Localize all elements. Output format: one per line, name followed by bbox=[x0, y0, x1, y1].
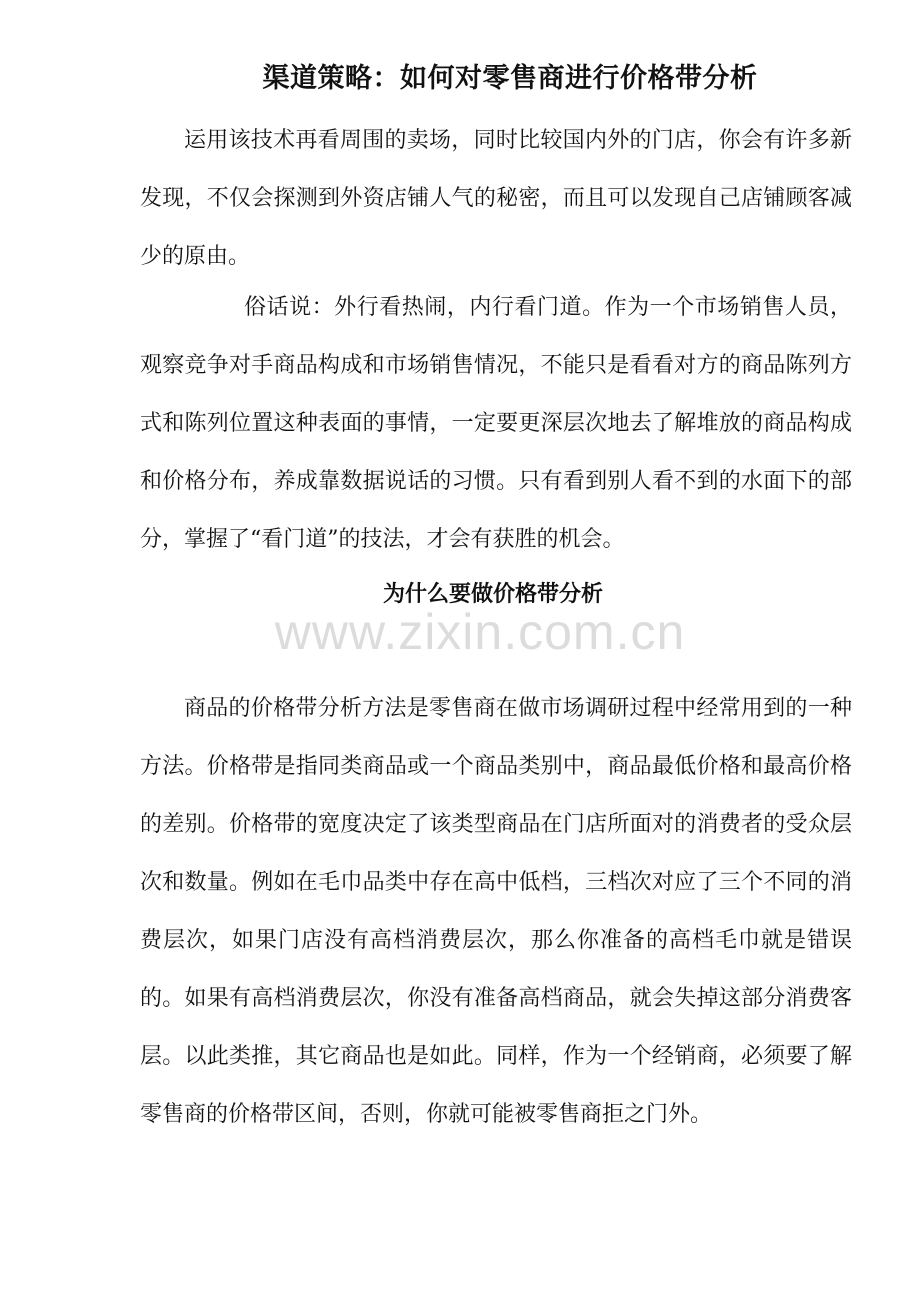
paragraph-price-band: 商品的价格带分析方法是零售商在做市场调研过程中经常用到的一种方法。价格带是指同类商品或一个商品类别中，商品最低价格和最高价格的差别。价格带的宽度决定了该类型商品在门店所面对的消费者的受众层次和数量。例如在毛巾品类中存在高中低档，三档次对应了三个不同的消费层次，如果门店没有高档消费层次，那么你准备的高档毛巾就是错误的。如果有高档消费层次，你没有准备高档商品，就会失掉这部分消费客层。以此类推，其它商品也是如此。同样，作为一个经销商，必须要了解零售商的价格带区间，否则，你就可能被零售商拒之门外。 bbox=[140, 696, 852, 1127]
paragraph-saying: 俗话说：外行看热闹，内行看门道。作为一个市场销售人员，观察竞争对手商品构成和市场销售情况，不能只是看看对方的商品陈列方式和陈列位置这种表面的事情，一定要更深层次地去了解堆放的商品构成和价格分布，养成靠数据说话的习惯。只有看到别人看不到的水面下的部分，掌握了“看门道”的技法，才会有获胜的机会。 bbox=[140, 295, 852, 552]
paragraph-intro: 运用该技术再看周围的卖场，同时比较国内外的门店，你会有许多新发现，不仅会探测到外资店铺人气的秘密，而且可以发现自己店铺顾客减少的原由。 bbox=[140, 128, 852, 269]
section-heading: 为什么要做价格带分析 bbox=[382, 581, 603, 607]
document-title: 渠道策略：如何对零售商进行价格带分析 bbox=[262, 63, 758, 94]
watermark-text: www.zixin.com.cn bbox=[274, 604, 686, 660]
